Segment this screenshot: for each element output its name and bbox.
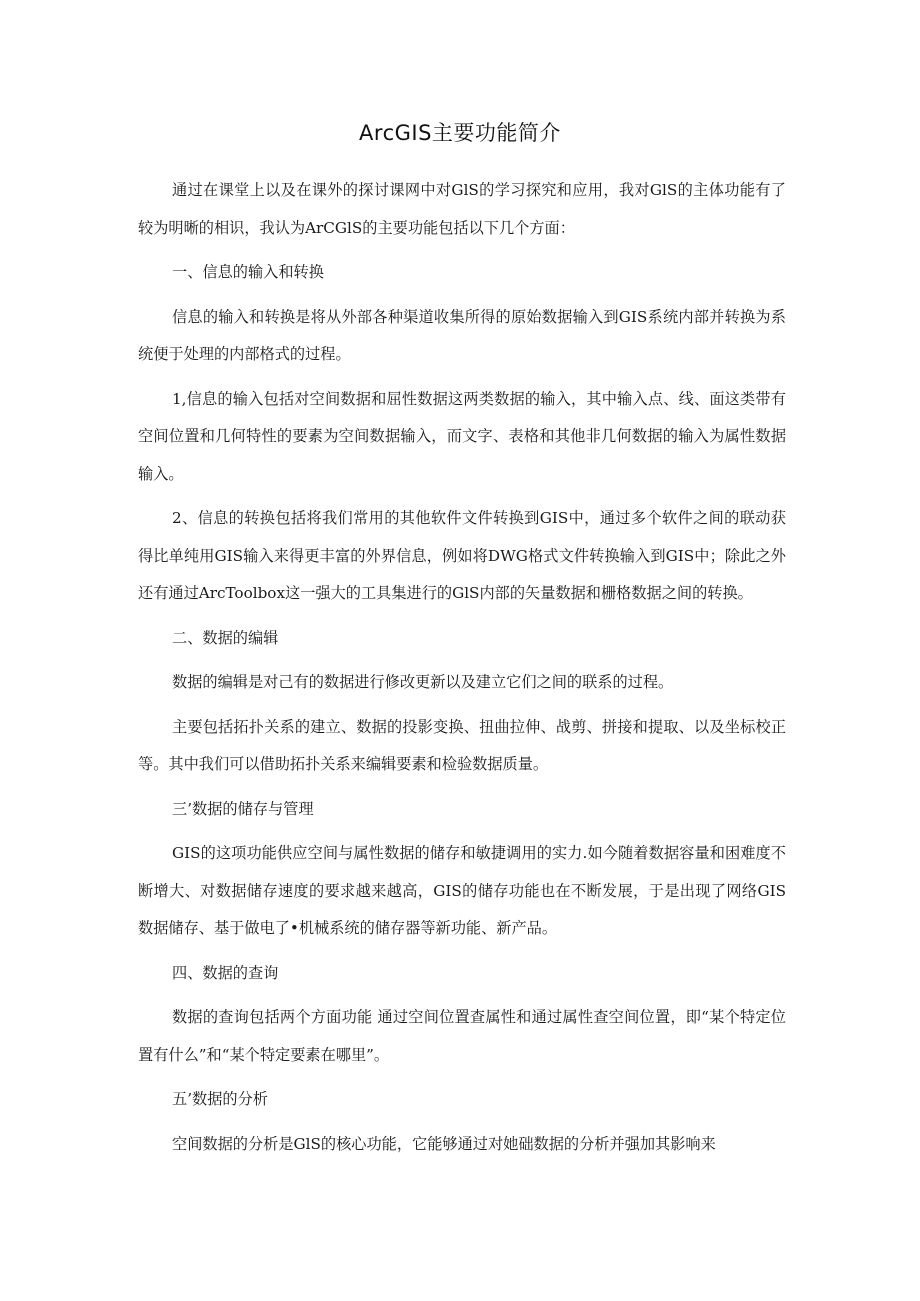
section-heading-5: 五’数据的分析 — [172, 1090, 268, 1108]
section-heading-2: 二、数据的编辑 — [172, 628, 279, 647]
paragraph: GIS的这项功能供应空间与属性数据的储存和敏捷调用的实力.如今随着数据容量和困难度不断增大、对数据储存速度的要求越来越高，GIS的储存功能也在不断发展，于是出现了网络GIS数据储存、基于做电了•机械系统的储存器等新功能、新产品。 — [138, 844, 786, 937]
paragraph: 1,信息的输入包括对空间数据和屈性数据这两类数据的输入，其中输入点、线、面这类带有空间位置和几何特性的要素为空间数据输入，而文字、表格和其他非几何数据的输入为属性数据输入。 — [138, 389, 786, 483]
paragraph: 信息的输入和转换是将从外部各种渠道收集所得的原始数据输入到GIS系统内部并转换为系统便于处理的内部格式的过程。 — [138, 307, 786, 363]
document-body — [138, 172, 786, 1170]
paragraph: 数据的查询包括两个方面功能 通过空间位置查属性和通过属性查空间位置，即“某个特定位置有什么”和“某个特定要素在哪里”。 — [138, 1008, 786, 1064]
paragraph: 主要包括拓扑关系的建立、数据的投影变换、扭曲拉伸、战剪、拼接和提取、以及坐标校正等。其中我们可以借助拓扑关系来编辑要素和检验数据质量。 — [138, 717, 786, 773]
section-heading-3: 三’数据的储存与管理 — [172, 799, 314, 818]
paragraph-intro: 通过在课堂上以及在课外的探讨课网中对GlS的学习探究和应用，我对GlS的主体功能有了较为明晰的相识，我认为ArCGlS的主要功能包括以下几个方面： — [138, 181, 786, 237]
section-heading-4: 四、数据的查询 — [172, 963, 279, 982]
paragraph: 2、信息的转换包括将我们常用的其他软件文件转换到GIS中，通过多个软件之间的联动获得比单纯用GIS输入来得更丰富的外界信息，例如将DWG格式文件转换输入到GIS中；除此之外还有通过ArcToolbox这一强大的工具集进行的GlS内部的矢量数据和栅格数据之间的转换。 — [138, 509, 786, 602]
section-heading-1: 一、信息的输入和转换 — [172, 263, 324, 281]
paragraph: 数据的编辑是对己有的数据进行修改更新以及建立它们之间的联系的过程。 — [172, 673, 674, 691]
document-title: ArcGIS主要功能简介 — [359, 121, 561, 145]
paragraph: 空间数据的分析是GlS的核心功能，它能够通过对她础数据的分析并强加其影响来 — [172, 1134, 716, 1153]
